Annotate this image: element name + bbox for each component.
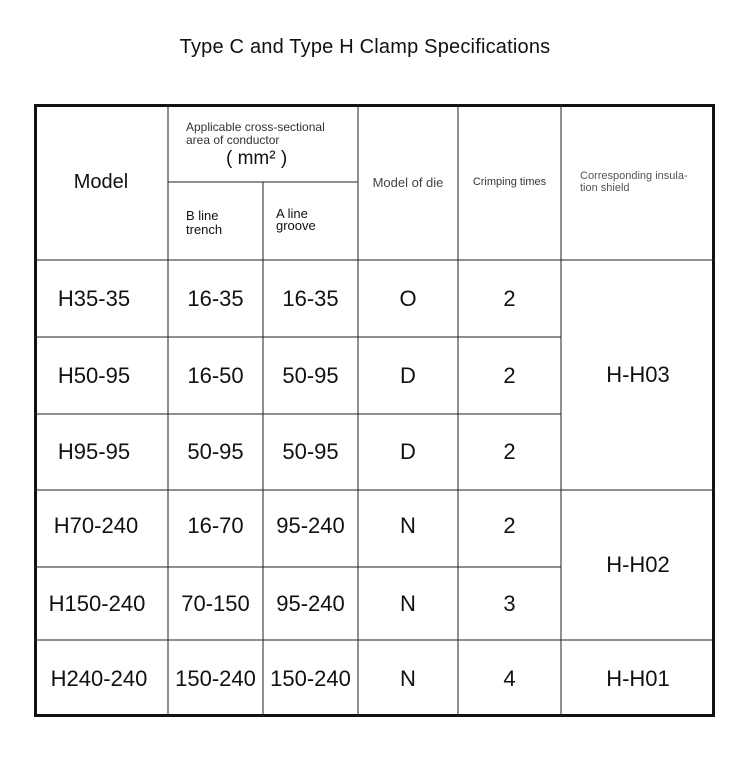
header-model: Model [73,170,129,193]
header-shield-1: Corresponding insula- [580,170,688,182]
row-1-model: H35-35 [57,285,131,311]
header-a-line [276,208,356,232]
header-area-unit: ( mm² ) [226,148,288,169]
header-b-line-1: B line [186,208,219,223]
row-6-a-line: 150-240 [270,665,351,691]
row-4-times: 2 [503,512,516,538]
row-2-model: H50-95 [57,362,131,388]
row-6-model: H240-240 [50,665,148,691]
header-crimping: Crimping times [472,176,547,188]
row-4-model: H70-240 [53,512,139,538]
row-6-b-line: 150-240 [175,665,256,691]
header-b-line [186,209,262,237]
header-shield [580,170,710,194]
row-5-model: H150-240 [48,590,146,616]
header-a-line-2: groove [276,218,316,233]
row-6-die: N [400,665,416,691]
header-a-line-1: A line [276,206,308,221]
row-5-die: N [400,590,416,616]
row-4-b-line: 16-70 [187,512,244,538]
page-title: Type C and Type H Clamp Specifications [179,36,551,58]
row-1-b-line: 16-35 [187,285,244,311]
row-1-times: 2 [503,285,516,311]
shield-h-h02: H-H02 [606,552,670,577]
row-4-a-line: 95-240 [276,512,345,538]
header-b-line-2: trench [186,222,223,237]
header-area-line2: area of conductor [186,133,280,147]
row-5-a-line: 95-240 [276,590,345,616]
row-3-b-line: 50-95 [187,439,244,464]
row-4-die: N [400,512,416,538]
header-area-group [186,121,356,170]
row-3-die: D [400,439,416,464]
header-area-line1: Applicable cross-sectional [186,120,325,134]
shield-h-h03: H-H03 [606,362,670,387]
row-2-a-line: 50-95 [282,362,339,388]
row-5-b-line: 70-150 [181,590,250,616]
row-3-times: 2 [503,439,516,464]
row-3-a-line: 50-95 [282,439,339,464]
row-1-a-line: 16-35 [282,285,339,311]
header-die: Model of die [372,174,444,190]
shield-h-h01: H-H01 [606,665,670,691]
row-2-die: D [400,362,416,388]
row-3-model: H95-95 [57,439,131,464]
row-5-times: 3 [503,590,516,616]
row-2-b-line: 16-50 [187,362,244,388]
spec-table [34,104,715,717]
row-1-die: O [399,285,417,311]
row-6-times: 4 [503,665,516,691]
row-2-times: 2 [503,362,516,388]
header-shield-2: tion shield [580,182,630,194]
